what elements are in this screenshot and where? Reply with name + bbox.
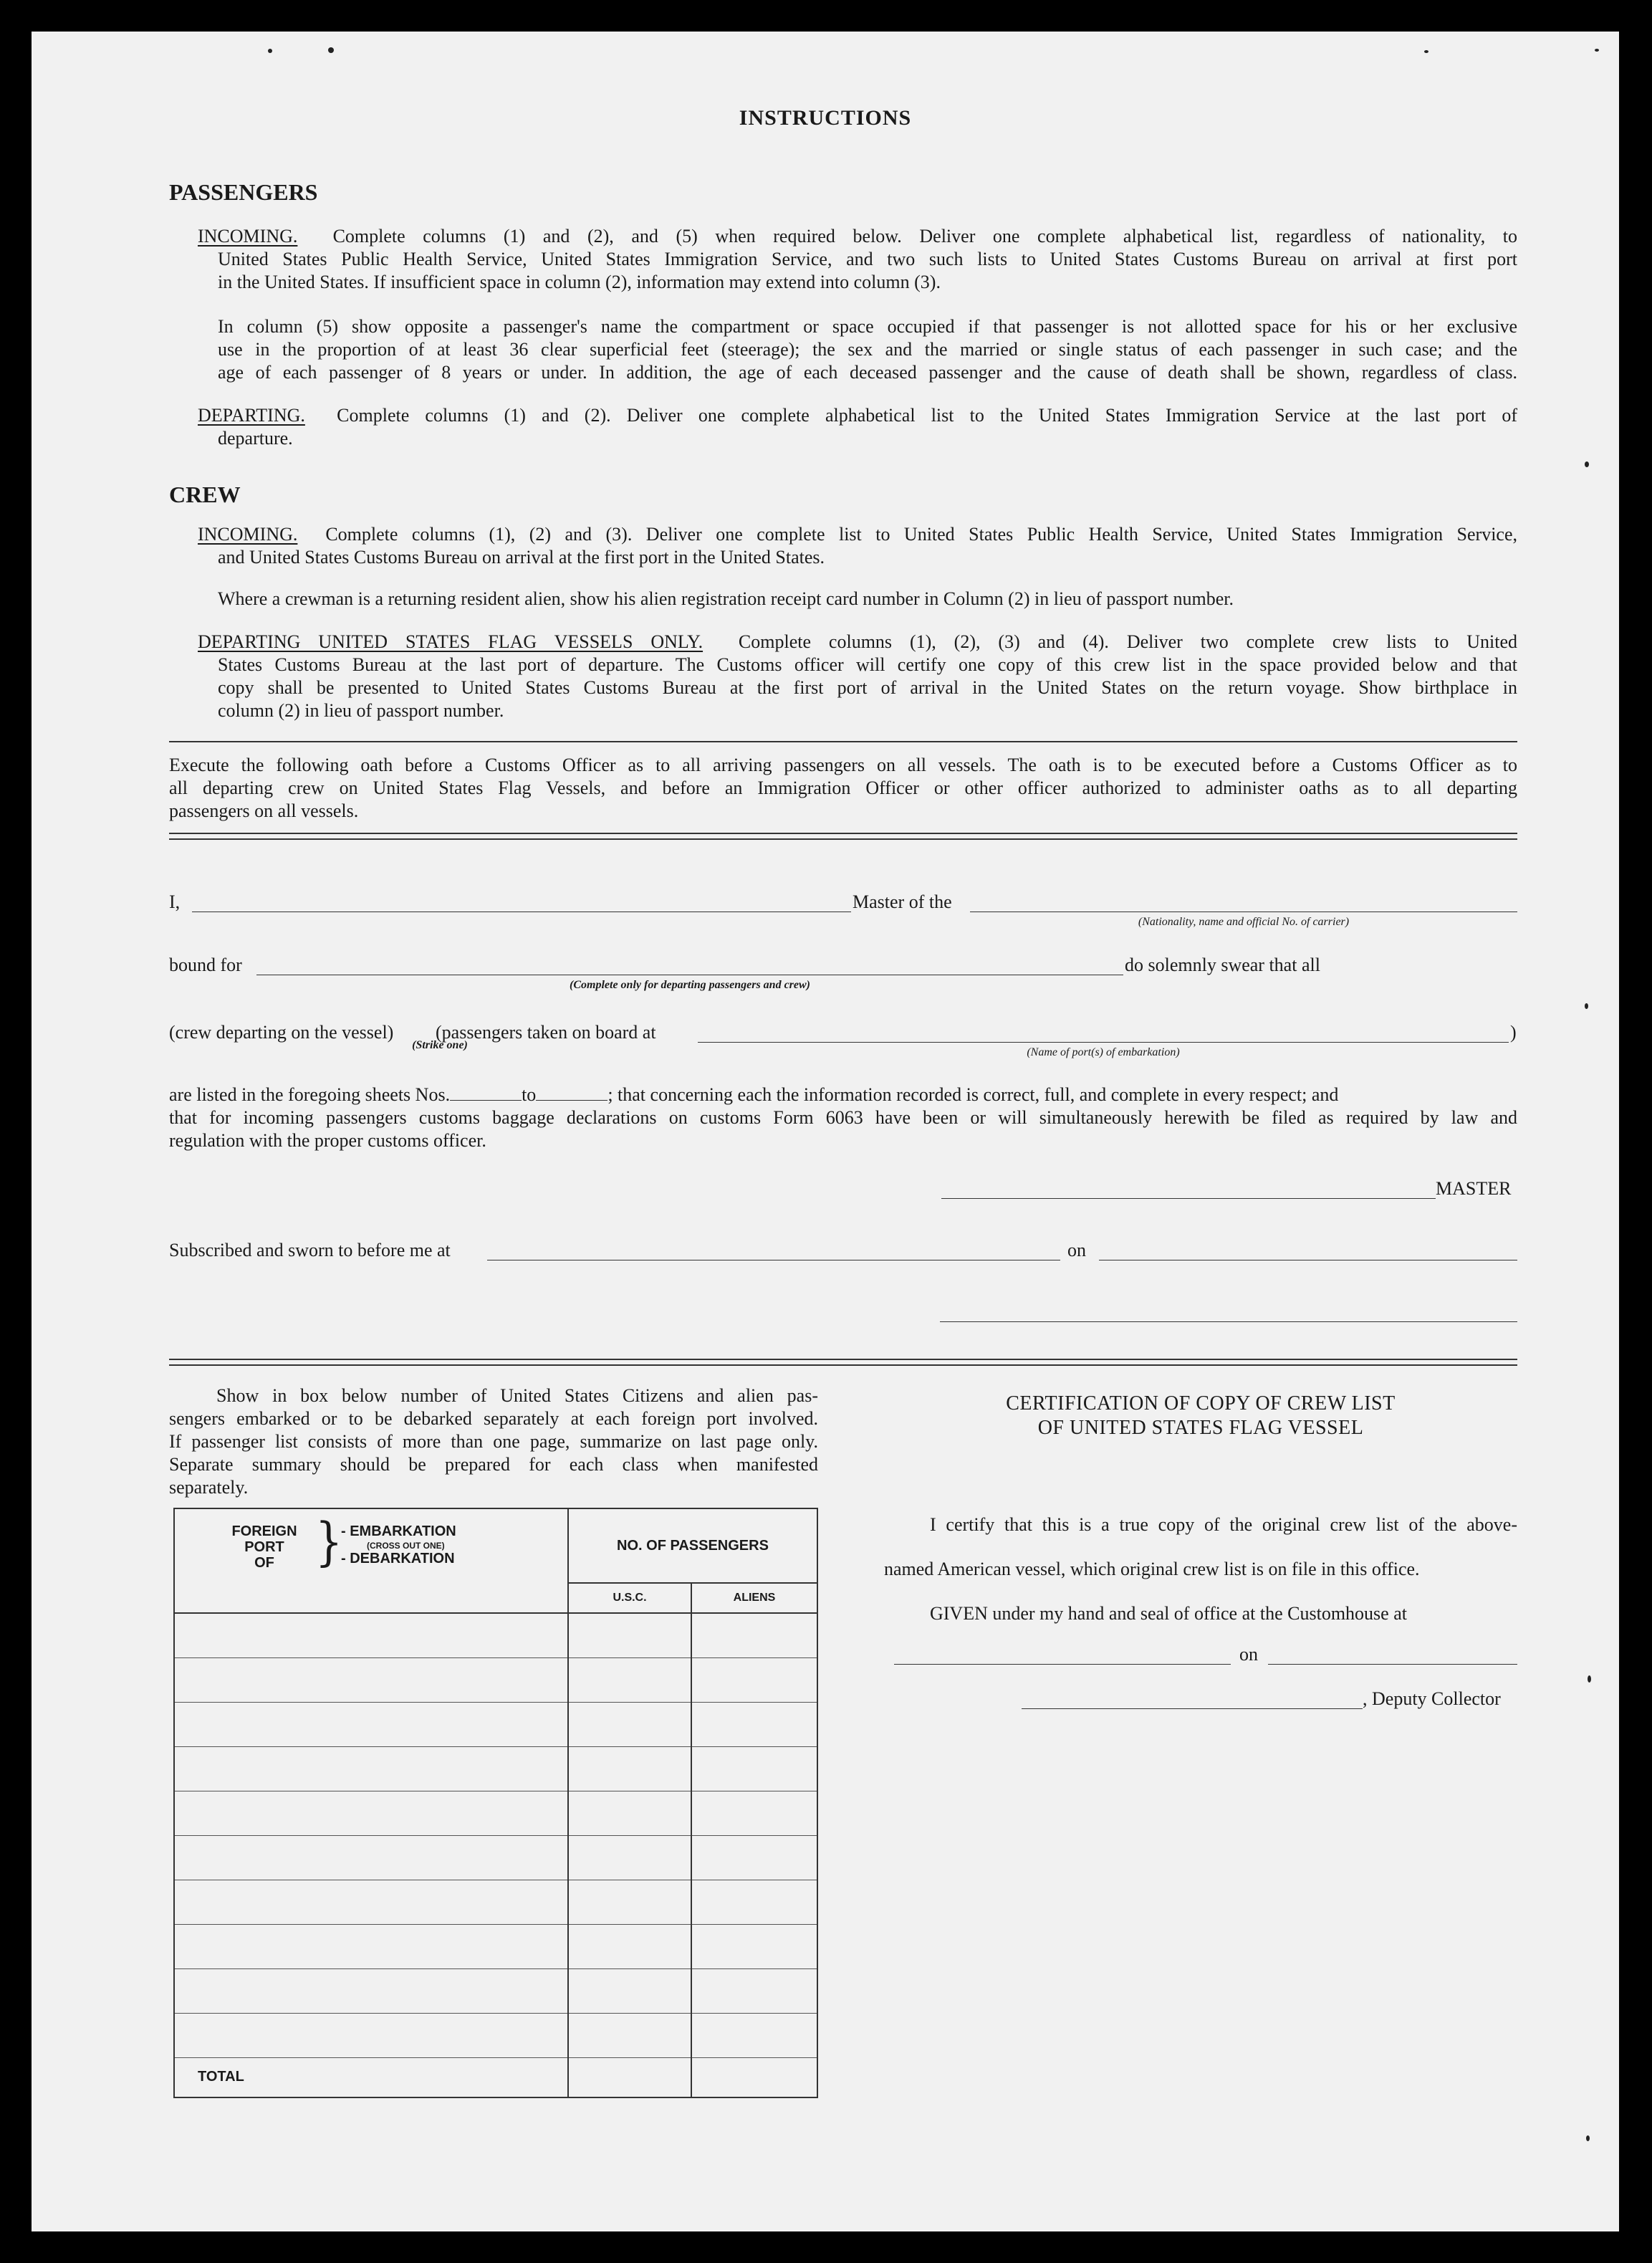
aliens-cell[interactable] (691, 1968, 817, 2013)
certification-line-3: GIVEN under my hand and seal of office at the Customhouse at (930, 1603, 1407, 1624)
port-cell[interactable] (174, 1880, 568, 1924)
sheet-to-field[interactable] (536, 1086, 608, 1101)
listed-sheets-line-3: regulation with the proper customs officer. (169, 1130, 486, 1151)
aliens-cell[interactable] (691, 1791, 817, 1835)
brace-icon: } (315, 1512, 343, 1572)
listed-sheets-line-1: are listed in the foregoing sheets Nos. to ; that concerning each the information recorded is correct, full, and complete in every respect; and (169, 1084, 1339, 1105)
usc-cell[interactable] (568, 2013, 691, 2057)
summary-row (174, 1702, 817, 1746)
crew-departing-label: DEPARTING UNITED STATES FLAG VESSELS ONLY. (198, 631, 703, 652)
passengers-heading: PASSENGERS (169, 179, 318, 205)
summary-line-5: separately. (169, 1477, 249, 1498)
double-rule-bottom (169, 838, 1517, 840)
summary-row (174, 1657, 817, 1702)
embarkation-label[interactable]: - EMBARKATION (341, 1523, 456, 1539)
divider (169, 741, 1517, 742)
total-label: TOTAL (174, 2057, 568, 2097)
aliens-cell[interactable] (691, 1924, 817, 1968)
summary-line-4: Separate summary should be prepared for each class when manifested (169, 1454, 818, 1475)
strike-one-caption: (Strike one) (412, 1039, 468, 1051)
summary-row (174, 1746, 817, 1791)
summary-row (174, 1613, 817, 1657)
summary-row (174, 1880, 817, 1924)
usc-cell[interactable] (568, 1924, 691, 1968)
oath-instructions-line-3: passengers on all vessels. (169, 800, 359, 821)
usc-cell[interactable] (568, 1613, 691, 1657)
crew-incoming-line-2: and United States Customs Bureau on arrival at the first port in the United States. (218, 547, 825, 568)
no-of-passengers-header: NO. OF PASSENGERS (568, 1508, 817, 1583)
oath-instructions-line-1: Execute the following oath before a Customs Officer as to all arriving passengers on all vessels. The oath is to be executed before a Customs Officer as to (169, 755, 1517, 775)
aliens-cell[interactable] (691, 1702, 817, 1746)
summary-row (174, 1924, 817, 1968)
summary-row (174, 1791, 817, 1835)
summary-line-1: Show in box below number of United States Citizens and alien pas- (216, 1385, 818, 1406)
ports-caption: (Name of port(s) of embarkation) (1027, 1046, 1180, 1058)
port-cell[interactable] (174, 1657, 568, 1702)
total-aliens-cell[interactable] (691, 2057, 817, 2097)
of-label: OF (254, 1555, 274, 1571)
summary-row (174, 2013, 817, 2057)
port-cell[interactable] (174, 1968, 568, 2013)
usc-cell[interactable] (568, 1968, 691, 2013)
column-5-line-1: In column (5) show opposite a passenger's name the compartment or space occupied if that passenger is not allotted space for his or her exclusive (218, 316, 1517, 337)
scan-speck (1595, 49, 1599, 52)
usc-cell[interactable] (568, 1702, 691, 1746)
passengers-incoming-line-2: United States Public Health Service, United States Immigration Service, and two such lists to United States Customs Bureau on arrival at first port (218, 249, 1517, 269)
listed-sheets-line-2: that for incoming passengers customs baggage declarations on customs Form 6063 have been or will simultaneously herewith be filed as required by law and (169, 1107, 1517, 1128)
crew-departing-line-1: DEPARTING UNITED STATES FLAG VESSELS ONLY. Complete columns (1), (2), (3) and (4). Deliver two complete crew lists to United (198, 631, 1518, 652)
master-of-the-label: Master of the (853, 891, 952, 912)
crew-departing-line-3: copy shall be presented to United States Customs Bureau at the first port of arrival in the United States on the return voyage. Show birthplace in (218, 677, 1517, 698)
summary-line-2: sengers embarked or to be debarked separately at each foreign port involved. (169, 1408, 818, 1429)
passengers-departing-line-2: departure. (218, 428, 293, 449)
oath-instructions-line-2: all departing crew on United States Flag Vessels, and before an Immigration Officer or other officer authorized to administer oaths as to all departing (169, 778, 1517, 798)
embarkation-ports-field[interactable] (698, 1042, 1509, 1043)
scan-speck (1588, 1675, 1591, 1683)
scan-speck (1585, 461, 1589, 467)
usc-cell[interactable] (568, 1746, 691, 1791)
aliens-cell[interactable] (691, 1746, 817, 1791)
column-5-line-3: age of each passenger of 8 years or under. In addition, the age of each deceased passenger and the cause of death shall be shown, regardless of class. (218, 362, 1517, 383)
passengers-incoming-line-3: in the United States. If insufficient space in column (2), information may extend into column (3). (218, 272, 941, 292)
double-rule-top (169, 833, 1517, 834)
certification-line-1: I certify that this is a true copy of the original crew list of the above- (930, 1514, 1517, 1535)
certification-title-line-2: OF UNITED STATES FLAG VESSEL (1037, 1417, 1364, 1439)
port-cell[interactable] (174, 1791, 568, 1835)
certification-date-field[interactable] (1268, 1664, 1517, 1665)
deputy-signature-field[interactable] (1022, 1708, 1363, 1709)
aliens-cell[interactable] (691, 1835, 817, 1880)
passengers-incoming-line-1: INCOMING. Complete columns (1) and (2), and (5) when required below. Deliver one complete alphabetical list, regardless of nationality, to (198, 226, 1518, 247)
port-cell[interactable] (174, 1924, 568, 1968)
passengers-taken-option[interactable]: (passengers taken on board at (436, 1022, 656, 1043)
passengers-departing-line-1: DEPARTING. Complete columns (1) and (2). Deliver one complete alphabetical list to the United States Immigration Service at the last port of (198, 405, 1517, 426)
port-cell[interactable] (174, 1613, 568, 1657)
subscribed-label: Subscribed and sworn to before me at (169, 1240, 451, 1260)
double-rule-top-2 (169, 1359, 1517, 1360)
certification-title-line-1: CERTIFICATION OF COPY OF CREW LIST (1006, 1392, 1396, 1415)
passengers-incoming-label: INCOMING. (198, 226, 298, 247)
page-title: INSTRUCTIONS (739, 106, 912, 130)
port-cell[interactable] (174, 1702, 568, 1746)
port-cell[interactable] (174, 2013, 568, 2057)
master-signature-label: MASTER (1436, 1178, 1512, 1199)
certification-line-2: named American vessel, which original crew list is on file in this office. (884, 1559, 1420, 1579)
port-cell[interactable] (174, 1746, 568, 1791)
passengers-departing-label: DEPARTING. (198, 405, 305, 426)
sworn-on-label: on (1067, 1240, 1086, 1260)
scan-speck (1586, 2135, 1590, 2141)
deputy-collector-label: , Deputy Collector (1363, 1688, 1501, 1709)
port-cell[interactable] (174, 1835, 568, 1880)
swear-text: do solemnly swear that all (1125, 955, 1320, 975)
port-header-cell (174, 1508, 568, 1613)
port-label: PORT (244, 1539, 284, 1555)
oath-i-label: I, (169, 891, 181, 912)
scan-speck (268, 49, 272, 53)
cross-out-label: (CROSS OUT ONE) (367, 1541, 445, 1551)
passenger-summary-table (173, 1508, 818, 2098)
summary-row (174, 1968, 817, 2013)
usc-cell[interactable] (568, 1880, 691, 1924)
crew-departing-line-2: States Customs Bureau at the last port of departure. The Customs officer will certify one copy of this crew list in the space provided below and that (218, 654, 1517, 675)
aliens-cell[interactable] (691, 1880, 817, 1924)
bound-for-label: bound for (169, 955, 242, 975)
summary-line-3: If passenger list consists of more than one page, summarize on last page only. (169, 1431, 818, 1452)
usc-cell[interactable] (568, 1791, 691, 1835)
foreign-label: FOREIGN (231, 1523, 297, 1539)
scan-speck (328, 47, 334, 53)
certification-on-label: on (1239, 1644, 1258, 1665)
aliens-cell[interactable] (691, 1657, 817, 1702)
usc-header: U.S.C. (568, 1583, 691, 1613)
close-paren: ) (1510, 1022, 1517, 1043)
aliens-cell[interactable] (691, 2013, 817, 2057)
total-usc-cell[interactable] (568, 2057, 691, 2097)
summary-row (174, 1835, 817, 1880)
column-5-line-2: use in the proportion of at least 36 clear superficial feet (steerage); the sex and the married or single status of each passenger in such case; and the (218, 339, 1517, 360)
certification-title (884, 1392, 1517, 1440)
form-sheet (32, 32, 1619, 2231)
carrier-caption: (Nationality, name and official No. of carrier) (1138, 916, 1350, 928)
sheet-from-field[interactable] (450, 1086, 522, 1101)
master-signature-field[interactable] (941, 1198, 1436, 1199)
usc-cell[interactable] (568, 1657, 691, 1702)
double-rule-bottom-2 (169, 1364, 1517, 1366)
aliens-cell[interactable] (691, 1613, 817, 1657)
crew-resident-alien-line: Where a crewman is a returning resident alien, show his alien registration receipt card number in Column (2) in lieu of passport number. (218, 588, 1234, 609)
crew-incoming-label: INCOMING. (198, 524, 298, 545)
crew-departing-line-4: column (2) in lieu of passport number. (218, 700, 504, 721)
crew-departing-option[interactable]: (crew departing on the vessel) (169, 1022, 394, 1043)
scan-speck (1585, 1003, 1588, 1009)
officer-signature-field[interactable] (940, 1321, 1517, 1322)
customhouse-field[interactable] (894, 1664, 1231, 1665)
debarkation-label[interactable]: - DEBARKATION (341, 1551, 455, 1566)
aliens-header: ALIENS (691, 1583, 817, 1613)
bound-for-caption: (Complete only for departing passengers and crew) (570, 979, 810, 991)
scan-speck (1424, 50, 1428, 53)
crew-incoming-line-1: INCOMING. Complete columns (1), (2) and (3). Deliver one complete list to United States Public Health Service, United States Immigration Service, (198, 524, 1518, 545)
usc-cell[interactable] (568, 1835, 691, 1880)
crew-heading: CREW (169, 482, 241, 507)
